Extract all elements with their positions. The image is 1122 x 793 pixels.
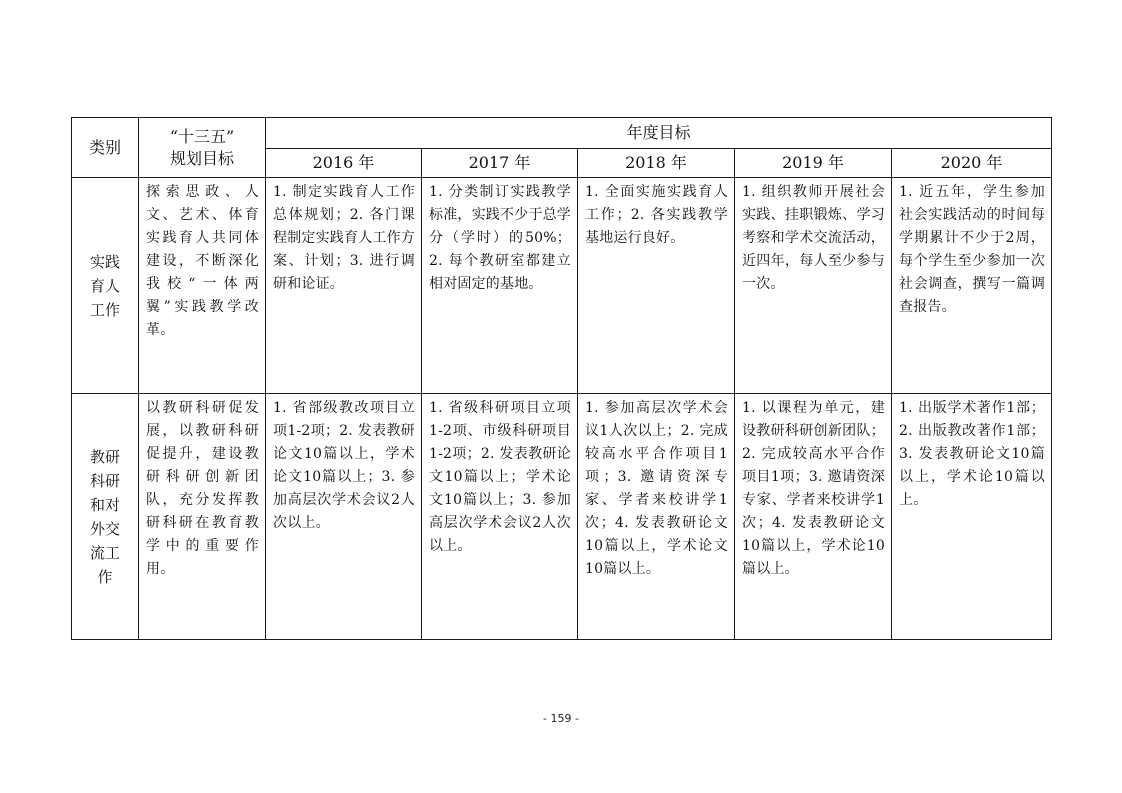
plan-cell: 探索思政、人文、艺术、体育实践育人共同体建设，不断深化我校“一体两翼”实践教学改革。 — [139, 178, 266, 394]
header-year-2019: 2019 年 — [735, 149, 892, 178]
header-plan — [139, 118, 266, 178]
plan-cell: 以教研科研促发展，以教研科研促提升，建设教研科研创新团队，充分发挥教研科研在教育教学中的重要作用。 — [139, 394, 266, 640]
header-year-2017: 2017 年 — [422, 149, 578, 178]
table-row-research — [72, 394, 1052, 640]
page-number: - 159 - — [543, 712, 579, 725]
header-year-2018: 2018 年 — [578, 149, 735, 178]
header-annual-goals: 年度目标 — [266, 118, 1052, 149]
goal-cell-2020: 1. 近五年，学生参加社会实践活动的时间每学期累计不少于2周，每个学生至少参加一次社会调查，撰写一篇调查报告。 — [892, 178, 1052, 394]
category-text: 教研科研和对外交流工作 — [89, 447, 120, 586]
table-row-practice — [72, 178, 1052, 394]
header-year-2020: 2020 年 — [892, 149, 1052, 178]
goal-cell-2018: 1. 参加高层次学术会议1人次以上；2. 完成较高水平合作项目1项；3. 邀请资深专家、学者来校讲学1次；4. 发表教研论文10篇以上，学术论文10篇以上。 — [578, 394, 735, 640]
header-plan-line1: “十三五” — [169, 126, 235, 146]
goal-cell-2017: 1. 省级科研项目立项1-2项、市级科研项目1-2项；2. 发表教研论文10篇以上；学术论文10篇以上；3. 参加高层次学术会议2人次以上。 — [422, 394, 578, 640]
table-header-row — [72, 118, 1052, 149]
category-text: 实践育人工作 — [89, 252, 120, 319]
category-cell — [72, 394, 139, 640]
goal-cell-2019: 1. 以课程为单元，建设教研科研创新团队；2. 完成较高水平合作项目1项；3. 邀请资深专家、学者来校讲学1次；4. 发表教研论文10篇以上，学术论10篇以上。 — [735, 394, 892, 640]
header-year-2016: 2016 年 — [266, 149, 422, 178]
goal-cell-2016: 1. 制定实践育人工作总体规划；2. 各门课程制定实践育人工作方案、计划；3. 进行调研和论证。 — [266, 178, 422, 394]
goal-cell-2019: 1. 组织教师开展社会实践、挂职锻炼、学习考察和学术交流活动，近四年，每人至少参与一次。 — [735, 178, 892, 394]
category-cell — [72, 178, 139, 394]
goal-cell-2020: 1. 出版学术著作1部；2. 出版教改著作1部；3. 发表教研论文10篇以上，学术论10篇以上。 — [892, 394, 1052, 640]
header-plan-line2: 规划目标 — [169, 148, 234, 168]
goal-cell-2016: 1. 省部级教改项目立项1-2项；2. 发表教研论文10篇以上，学术论文10篇以上；3. 参加高层次学术会议2人次以上。 — [266, 394, 422, 640]
goal-cell-2017: 1. 分类制订实践教学标准，实践不少于总学分（学时）的50%；2. 每个教研室都建立相对固定的基地。 — [422, 178, 578, 394]
goal-cell-2018: 1. 全面实施实践育人工作；2. 各实践教学基地运行良好。 — [578, 178, 735, 394]
header-category: 类别 — [72, 118, 139, 178]
annual-goals-table — [71, 117, 1052, 640]
